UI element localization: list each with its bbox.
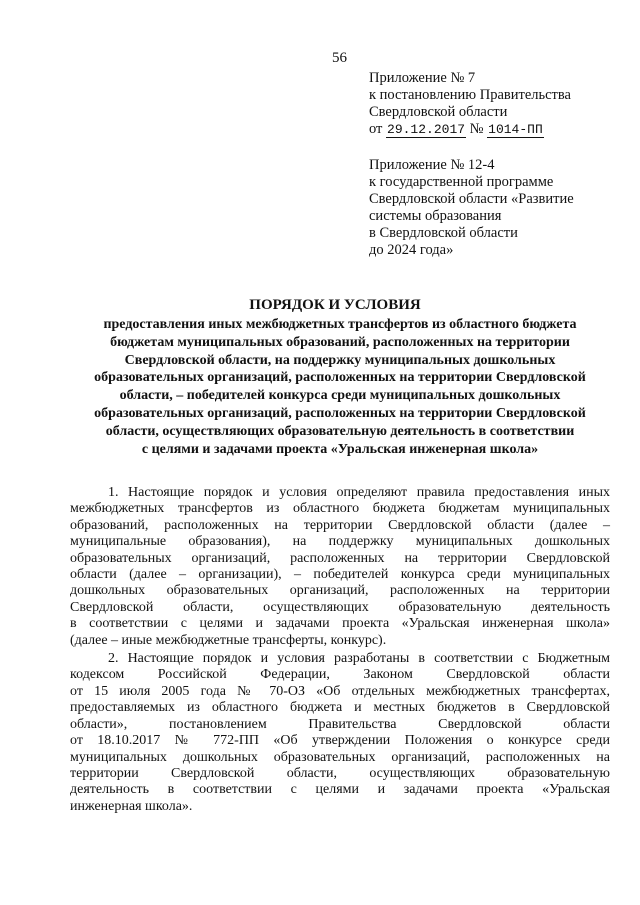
document-title: ПОРЯДОК И УСЛОВИЯ — [249, 297, 421, 313]
subtitle-line: предоставления иных межбюджетных трансфертов из областного бюджета — [103, 317, 577, 332]
paragraph-line: межбюджетных трансфертов из областного бюджета бюджетам муниципальных — [70, 501, 610, 517]
annex-7-date-line — [369, 121, 571, 138]
annex-12-4-block — [369, 157, 574, 259]
paragraph-line: от 18.10.2017 № 772-ПП «Об утверждении Положения о конкурсе среди — [70, 733, 610, 749]
paragraph-2 — [70, 651, 610, 815]
number-label: № — [469, 121, 484, 137]
date-prefix: от — [369, 121, 383, 137]
annex-12-4-line: до 2024 года» — [369, 242, 454, 258]
paragraph-1 — [70, 485, 610, 649]
paragraph-line: области», постановлением Правительства Свердловской области — [70, 716, 610, 732]
subtitle-line: образовательных организаций, расположенных на территории Свердловской — [94, 370, 586, 386]
paragraph-line: 2. Настоящие порядок и условия разработаны в соответствии с Бюджетным — [108, 651, 610, 667]
paragraph-line: дошкольных образовательных организаций, расположенных на территории — [70, 583, 610, 599]
subtitle-line: образовательных организаций, расположенных на территории Свердловской — [94, 405, 586, 421]
paragraph-line: в соответствии с целями и задачами проекта «Уральская инженерная школа» — [70, 616, 610, 632]
annex-12-4-line: Приложение № 12-4 — [369, 157, 495, 173]
paragraph-line: территории Свердловской области, осуществляющих образовательную — [70, 765, 610, 781]
paragraph-line: кодексом Российской Федерации, Законом Свердловской области — [70, 667, 610, 683]
annex-12-4-line: Свердловской области «Развитие — [369, 191, 574, 207]
subtitle-line: бюджетам муниципальных образований, расположенных на территории — [110, 334, 570, 350]
subtitle-line: области, осуществляющих образовательную деятельность в соответствии — [105, 423, 575, 439]
page-number: 56 — [332, 50, 347, 66]
annex-12-4-line: системы образования — [369, 208, 502, 224]
document-number: 1014-ПП — [488, 122, 543, 137]
paragraph-line: деятельность в соответствии с целями и задачами проекта «Уральская — [70, 782, 610, 798]
document-body — [70, 485, 610, 817]
paragraph-line: образований, расположенных на территории Свердловской области (далее – — [70, 517, 610, 533]
paragraph-line: (далее – иные межбюджетные трансферты, конкурс). — [70, 632, 387, 648]
subtitle-line: области, – победителей конкурса среди муниципальных дошкольных — [119, 388, 561, 404]
paragraph-line: образовательных организаций, расположенных на территории Свердловской — [70, 550, 610, 566]
paragraph-line: от 15 июля 2005 года № 70-ОЗ «Об отдельных межбюджетных трансфертах, — [70, 683, 610, 699]
document-date: 29.12.2017 — [387, 122, 466, 137]
paragraph-line: муниципальных дошкольных образовательных организаций, расположенных на — [70, 749, 610, 765]
paragraph-line: Свердловской области, осуществляющих образовательную деятельность — [70, 599, 610, 615]
paragraph-line: 1. Настоящие порядок и условия определяют правила предоставления иных — [108, 485, 610, 500]
subtitle-line: Свердловской области, на поддержку муниципальных дошкольных — [124, 352, 556, 368]
document-subtitle — [70, 316, 610, 458]
annex-12-4-line: к государственной программе — [369, 174, 554, 190]
paragraph-line: предоставляемых из областного бюджета и местных бюджетов в Свердловской — [70, 700, 610, 716]
annex-12-4-line: в Свердловской области — [369, 225, 518, 241]
annex-7-line-3: Свердловской области — [369, 104, 508, 120]
annex-7-line-2: к постановлению Правительства — [369, 87, 571, 103]
paragraph-line: инженерная школа». — [70, 798, 193, 814]
subtitle-line: с целями и задачами проекта «Уральская инженерная школа» — [141, 441, 539, 457]
annex-7-heading: Приложение № 7 — [369, 70, 476, 86]
paragraph-line: муниципальные образования), на поддержку муниципальных дошкольных — [70, 534, 610, 550]
annex-7-block — [369, 70, 571, 138]
paragraph-line: области (далее – организации), – победителей конкурса среди муниципальных — [70, 567, 610, 583]
